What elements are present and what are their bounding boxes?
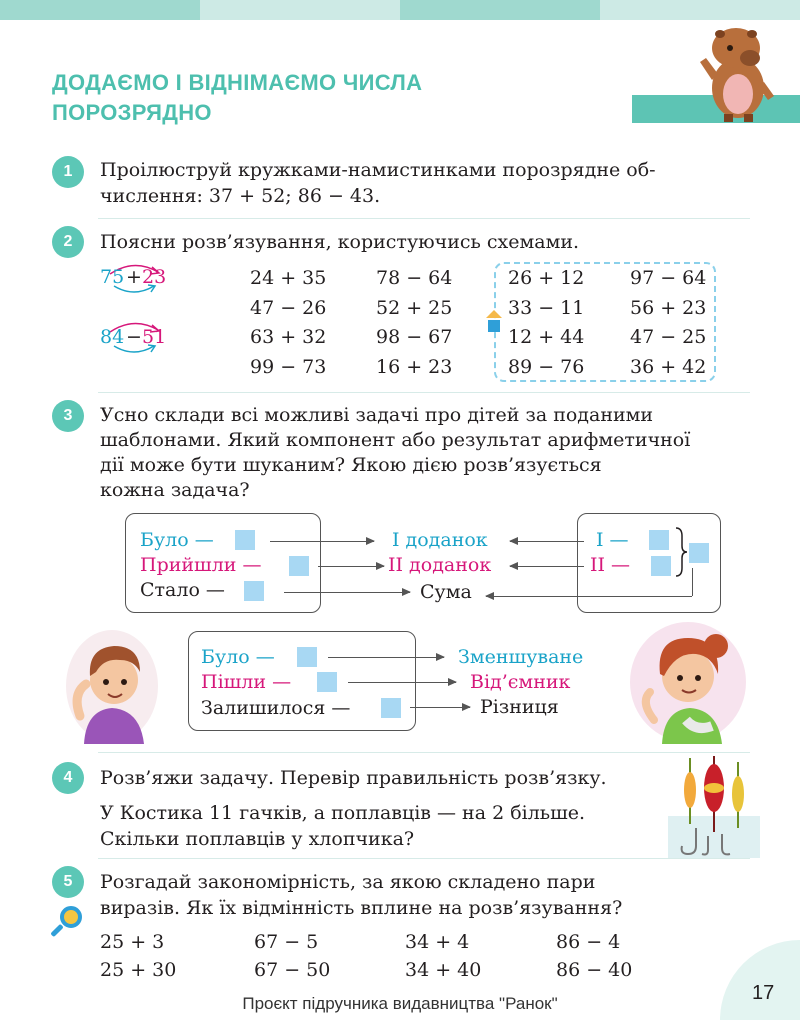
boy-illustration xyxy=(64,624,164,744)
pair-row-1 xyxy=(100,928,656,958)
scheme-1-op: + xyxy=(126,266,142,288)
expression: 47 − 26 xyxy=(250,296,327,319)
expression: 52 + 25 xyxy=(376,296,453,319)
top-color-bar xyxy=(0,0,800,20)
blank-box xyxy=(289,556,309,576)
expression: 89 − 76 xyxy=(508,355,585,378)
task-2-text: Поясни розв’язування, користуючись схемами. xyxy=(100,231,580,253)
expression: 26 + 12 xyxy=(508,267,585,289)
blank-box xyxy=(689,543,709,563)
expression: 33 − 11 xyxy=(508,296,585,319)
task-4-instruction: Розв’яжи задачу. Перевір правильність розв’язку. xyxy=(100,767,607,789)
task-5-text: Розгадай закономірність, за якою складено пари виразів. Як їх відмінність вплине на розв’язування? xyxy=(100,871,623,919)
expression: 78 − 64 xyxy=(376,267,453,289)
page-title: ДОДАЄМО І ВІДНІМАЄМО ЧИСЛА ПОРОЗРЯДНО xyxy=(52,70,423,125)
arrow-right xyxy=(318,566,384,567)
expression: 86 − 40 xyxy=(556,959,633,981)
label-bulo: Було — xyxy=(140,529,214,551)
pair-row-2 xyxy=(100,956,656,986)
divider xyxy=(98,752,750,753)
divider xyxy=(98,392,750,393)
expression: 12 + 44 xyxy=(508,326,585,348)
label-sum: Сума xyxy=(420,581,472,603)
scheme-1-b: 23 xyxy=(142,266,167,288)
arrow-left xyxy=(510,541,584,542)
label-minuend: Зменшуване xyxy=(458,646,584,668)
task-3-text: Усно склади всі можливі задачі про дітей за поданими шаблонами. Який компонент або результат арифметичної дії може бути шуканим? Якою дією розв’язується кожна задача? xyxy=(100,404,691,501)
expression: 97 − 64 xyxy=(630,267,707,289)
scheme-2-a: 84 xyxy=(100,326,125,348)
scheme-2-b: 51 xyxy=(142,326,167,348)
label-addend-1: І доданок xyxy=(392,529,488,551)
task-1-text: Проілюструй кружками-намистинками порозрядне об- числення: 37 + 52; 86 − 43. xyxy=(100,159,656,207)
expression: 34 + 4 xyxy=(405,931,470,953)
blank-box xyxy=(651,556,671,576)
task-number-5: 5 xyxy=(52,866,84,898)
blank-box xyxy=(317,672,337,692)
connector xyxy=(692,568,693,596)
scheme-subtraction xyxy=(100,320,180,356)
expression: 98 − 67 xyxy=(376,326,453,348)
task-number-4: 4 xyxy=(52,762,84,794)
girl-illustration xyxy=(626,616,748,744)
label-addend-2: ІІ доданок xyxy=(388,554,492,576)
divider xyxy=(98,858,750,859)
label-stalo: Стало — xyxy=(140,579,225,601)
label-pryishly: Прийшли — xyxy=(140,554,262,576)
curly-brace xyxy=(674,526,688,578)
expression: 25 + 30 xyxy=(100,959,177,981)
arrow-right xyxy=(328,657,444,658)
arrow-right xyxy=(410,707,470,708)
task-4-problem: У Костика 11 гачків, а поплавців — на 2 більше. Скільки поплавців у хлопчика? xyxy=(100,802,586,850)
magnifier-icon xyxy=(48,906,84,942)
label-zalyshylosia: Залишилося — xyxy=(201,697,351,719)
footer-text: Проєкт підручника видавництва "Ранок" xyxy=(242,994,558,1013)
label-pishly: Пішли — xyxy=(201,671,292,693)
blank-box xyxy=(297,647,317,667)
arrow-right xyxy=(270,541,374,542)
label-subtrahend: Від’ємник xyxy=(470,671,571,693)
label-difference: Різниця xyxy=(480,696,559,718)
task-number-3: 3 xyxy=(52,400,84,432)
expression: 24 + 35 xyxy=(250,267,327,289)
expression: 25 + 3 xyxy=(100,931,165,953)
divider xyxy=(98,218,750,219)
expression: 67 − 50 xyxy=(254,959,331,981)
expression: 36 + 42 xyxy=(630,355,707,378)
task-number-1: 1 xyxy=(52,156,84,188)
expression: 86 − 4 xyxy=(556,931,621,953)
expression: 34 + 40 xyxy=(405,959,482,981)
label-i: І — xyxy=(596,529,629,551)
arrow-left xyxy=(510,566,584,567)
arrow-right xyxy=(348,682,456,683)
expression-column-4 xyxy=(630,264,706,382)
expression-column-1 xyxy=(250,264,326,382)
scheme-addition xyxy=(100,262,180,298)
task-number-2: 2 xyxy=(52,226,84,258)
label-ii: ІІ — xyxy=(590,554,631,576)
label-bulo: Було — xyxy=(201,646,275,668)
expression: 56 + 23 xyxy=(630,296,707,319)
expression: 16 + 23 xyxy=(376,355,453,378)
capybara-mascot xyxy=(690,22,780,124)
expression: 63 + 32 xyxy=(250,326,327,348)
expression: 47 − 25 xyxy=(630,326,707,348)
blank-box xyxy=(244,581,264,601)
blank-box xyxy=(381,698,401,718)
blank-box xyxy=(649,530,669,550)
scheme-2-op: − xyxy=(126,326,142,348)
fishing-floats-illustration xyxy=(668,754,760,858)
arrow-left xyxy=(486,596,692,597)
expression-column-3 xyxy=(508,264,584,382)
blank-box xyxy=(235,530,255,550)
arrow-right xyxy=(284,592,410,593)
expression-column-2 xyxy=(376,264,452,382)
page-number: 17 xyxy=(752,982,775,1004)
expression: 99 − 73 xyxy=(250,355,327,378)
expression: 67 − 5 xyxy=(254,931,319,953)
house-icon xyxy=(486,310,502,334)
scheme-1-a: 75 xyxy=(100,266,125,288)
